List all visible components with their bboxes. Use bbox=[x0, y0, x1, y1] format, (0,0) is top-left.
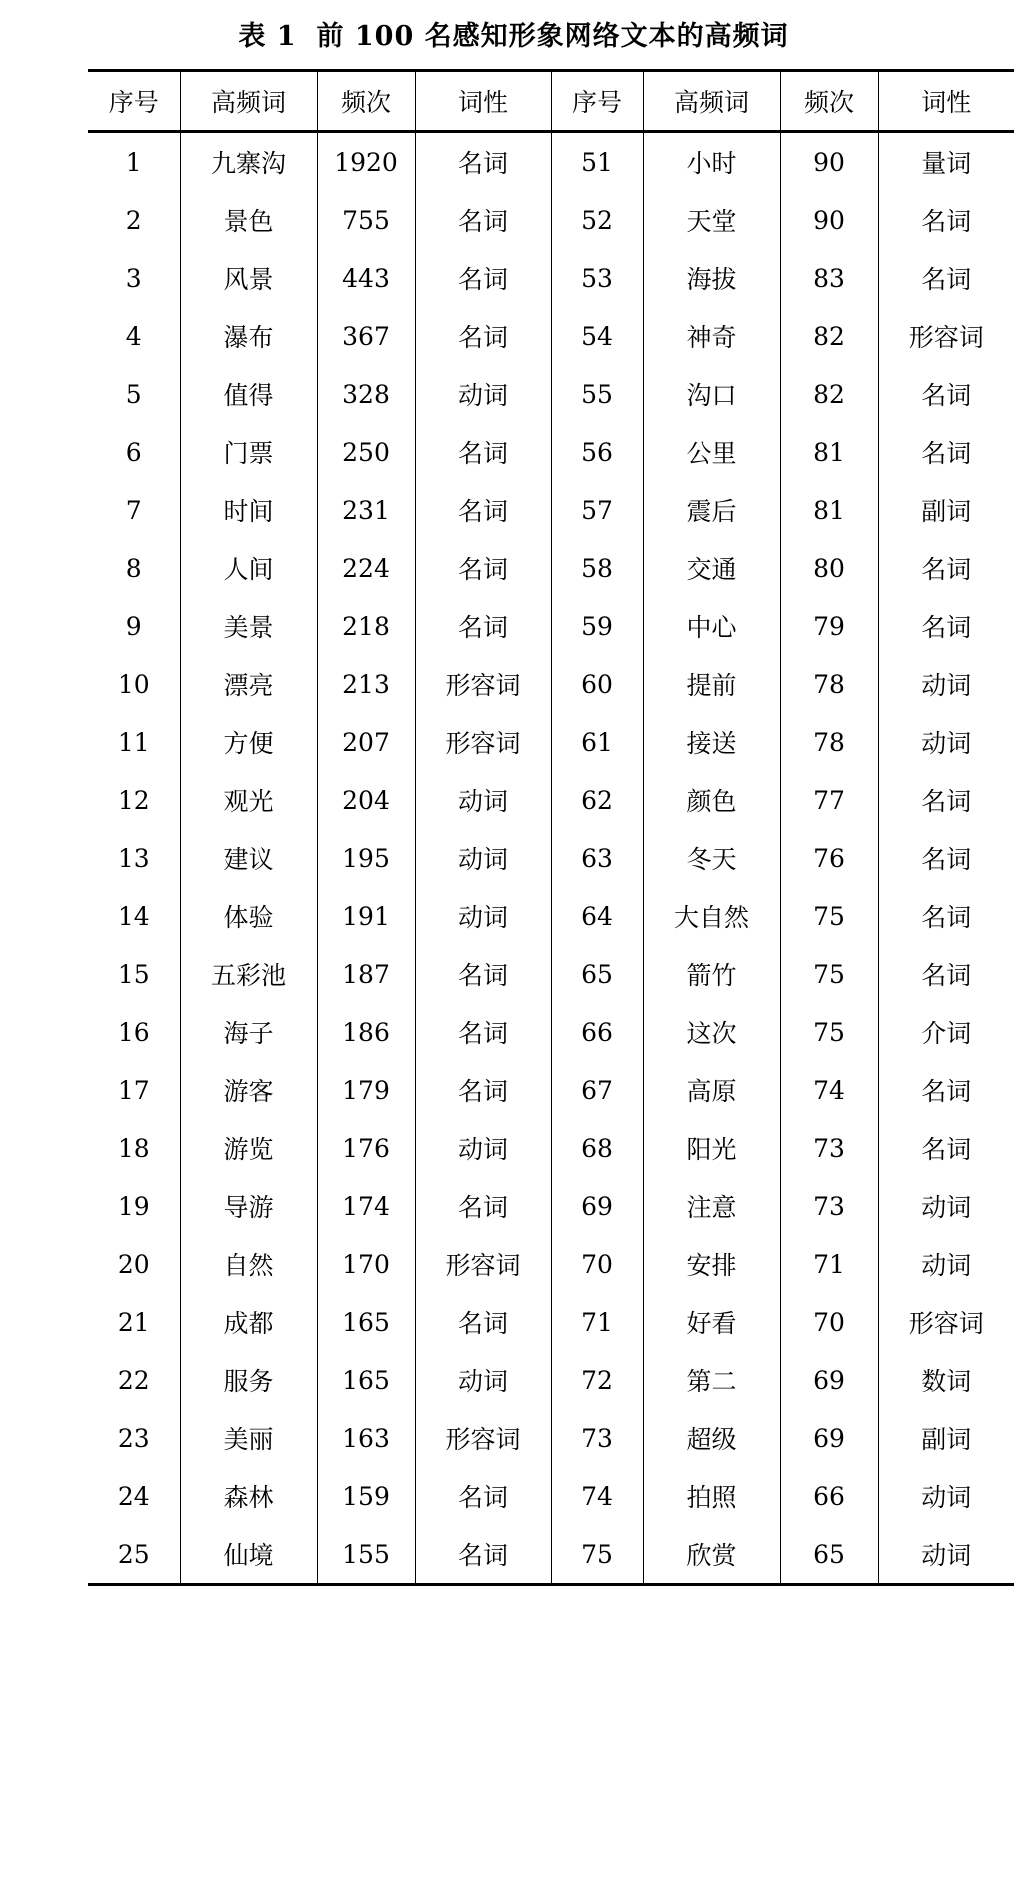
column-header: 频次 bbox=[780, 71, 878, 132]
table-row bbox=[88, 1409, 1014, 1467]
cell-word: 提前 bbox=[643, 655, 780, 713]
cell-pos: 动词 bbox=[415, 365, 551, 423]
cell-pos: 动词 bbox=[878, 655, 1014, 713]
cell-rank: 18 bbox=[88, 1119, 180, 1177]
cell-rank: 70 bbox=[551, 1235, 643, 1293]
cell-word: 高原 bbox=[643, 1061, 780, 1119]
table-row bbox=[88, 1003, 1014, 1061]
cell-pos: 动词 bbox=[878, 1467, 1014, 1525]
cell-rank: 1 bbox=[88, 132, 180, 192]
column-header: 高频词 bbox=[643, 71, 780, 132]
column-header: 频次 bbox=[317, 71, 415, 132]
cell-pos: 名词 bbox=[878, 945, 1014, 1003]
cell-word: 超级 bbox=[643, 1409, 780, 1467]
table-row bbox=[88, 191, 1014, 249]
cell-rank: 2 bbox=[88, 191, 180, 249]
cell-word: 瀑布 bbox=[180, 307, 317, 365]
cell-word: 游客 bbox=[180, 1061, 317, 1119]
column-header: 词性 bbox=[415, 71, 551, 132]
cell-pos: 动词 bbox=[878, 713, 1014, 771]
cell-pos: 名词 bbox=[415, 132, 551, 192]
cell-pos: 形容词 bbox=[415, 1235, 551, 1293]
cell-frequency: 75 bbox=[780, 945, 878, 1003]
cell-rank: 23 bbox=[88, 1409, 180, 1467]
cell-pos: 数词 bbox=[878, 1351, 1014, 1409]
cell-rank: 20 bbox=[88, 1235, 180, 1293]
cell-rank: 7 bbox=[88, 481, 180, 539]
cell-frequency: 78 bbox=[780, 713, 878, 771]
cell-frequency: 75 bbox=[780, 887, 878, 945]
cell-word: 大自然 bbox=[643, 887, 780, 945]
cell-frequency: 77 bbox=[780, 771, 878, 829]
cell-pos: 名词 bbox=[415, 539, 551, 597]
cell-word: 拍照 bbox=[643, 1467, 780, 1525]
cell-frequency: 73 bbox=[780, 1177, 878, 1235]
column-header: 序号 bbox=[88, 71, 180, 132]
table-row bbox=[88, 1235, 1014, 1293]
cell-frequency: 71 bbox=[780, 1235, 878, 1293]
cell-word: 交通 bbox=[643, 539, 780, 597]
table-row bbox=[88, 249, 1014, 307]
cell-pos: 名词 bbox=[415, 1525, 551, 1585]
cell-word: 阳光 bbox=[643, 1119, 780, 1177]
cell-word: 神奇 bbox=[643, 307, 780, 365]
cell-pos: 动词 bbox=[878, 1525, 1014, 1585]
table-caption bbox=[88, 0, 939, 69]
cell-frequency: 213 bbox=[317, 655, 415, 713]
cell-rank: 5 bbox=[88, 365, 180, 423]
table-row bbox=[88, 539, 1014, 597]
cell-pos: 名词 bbox=[415, 423, 551, 481]
cell-word: 海子 bbox=[180, 1003, 317, 1061]
cell-frequency: 159 bbox=[317, 1467, 415, 1525]
cell-rank: 11 bbox=[88, 713, 180, 771]
table-row bbox=[88, 481, 1014, 539]
table-row bbox=[88, 365, 1014, 423]
cell-rank: 15 bbox=[88, 945, 180, 1003]
cell-rank: 69 bbox=[551, 1177, 643, 1235]
cell-word: 这次 bbox=[643, 1003, 780, 1061]
cell-word: 中心 bbox=[643, 597, 780, 655]
cell-word: 门票 bbox=[180, 423, 317, 481]
cell-frequency: 207 bbox=[317, 713, 415, 771]
cell-frequency: 165 bbox=[317, 1293, 415, 1351]
cell-frequency: 231 bbox=[317, 481, 415, 539]
cell-rank: 9 bbox=[88, 597, 180, 655]
cell-rank: 24 bbox=[88, 1467, 180, 1525]
cell-frequency: 187 bbox=[317, 945, 415, 1003]
cell-word: 九寨沟 bbox=[180, 132, 317, 192]
cell-word: 体验 bbox=[180, 887, 317, 945]
cell-pos: 名词 bbox=[415, 1293, 551, 1351]
cell-pos: 名词 bbox=[878, 423, 1014, 481]
cell-pos: 动词 bbox=[878, 1177, 1014, 1235]
cell-pos: 形容词 bbox=[415, 655, 551, 713]
table-row bbox=[88, 1293, 1014, 1351]
cell-frequency: 69 bbox=[780, 1409, 878, 1467]
cell-frequency: 443 bbox=[317, 249, 415, 307]
cell-frequency: 73 bbox=[780, 1119, 878, 1177]
cell-word: 游览 bbox=[180, 1119, 317, 1177]
cell-pos: 名词 bbox=[878, 1061, 1014, 1119]
cell-frequency: 367 bbox=[317, 307, 415, 365]
cell-word: 森林 bbox=[180, 1467, 317, 1525]
cell-pos: 名词 bbox=[415, 307, 551, 365]
cell-frequency: 174 bbox=[317, 1177, 415, 1235]
table-caption-title: 前 100 名感知形象网络文本的高频词 bbox=[316, 21, 789, 52]
cell-frequency: 176 bbox=[317, 1119, 415, 1177]
cell-word: 导游 bbox=[180, 1177, 317, 1235]
cell-pos: 名词 bbox=[415, 191, 551, 249]
cell-pos: 副词 bbox=[878, 1409, 1014, 1467]
cell-word: 震后 bbox=[643, 481, 780, 539]
cell-pos: 副词 bbox=[878, 481, 1014, 539]
cell-pos: 名词 bbox=[878, 887, 1014, 945]
cell-rank: 10 bbox=[88, 655, 180, 713]
cell-word: 颜色 bbox=[643, 771, 780, 829]
cell-rank: 71 bbox=[551, 1293, 643, 1351]
cell-frequency: 80 bbox=[780, 539, 878, 597]
cell-word: 仙境 bbox=[180, 1525, 317, 1585]
cell-word: 美景 bbox=[180, 597, 317, 655]
cell-frequency: 82 bbox=[780, 365, 878, 423]
table-row bbox=[88, 655, 1014, 713]
cell-word: 观光 bbox=[180, 771, 317, 829]
table-row bbox=[88, 713, 1014, 771]
table-row bbox=[88, 829, 1014, 887]
cell-pos: 动词 bbox=[878, 1235, 1014, 1293]
cell-pos: 名词 bbox=[878, 1119, 1014, 1177]
cell-rank: 68 bbox=[551, 1119, 643, 1177]
cell-rank: 72 bbox=[551, 1351, 643, 1409]
table-row bbox=[88, 307, 1014, 365]
cell-word: 欣赏 bbox=[643, 1525, 780, 1585]
cell-pos: 名词 bbox=[415, 1177, 551, 1235]
cell-rank: 53 bbox=[551, 249, 643, 307]
cell-word: 成都 bbox=[180, 1293, 317, 1351]
cell-pos: 名词 bbox=[878, 771, 1014, 829]
cell-pos: 动词 bbox=[415, 887, 551, 945]
cell-rank: 17 bbox=[88, 1061, 180, 1119]
cell-word: 景色 bbox=[180, 191, 317, 249]
cell-frequency: 81 bbox=[780, 423, 878, 481]
cell-word: 五彩池 bbox=[180, 945, 317, 1003]
table-row bbox=[88, 132, 1014, 192]
cell-frequency: 90 bbox=[780, 191, 878, 249]
cell-rank: 59 bbox=[551, 597, 643, 655]
cell-pos: 形容词 bbox=[415, 713, 551, 771]
cell-rank: 13 bbox=[88, 829, 180, 887]
cell-rank: 16 bbox=[88, 1003, 180, 1061]
table-row bbox=[88, 597, 1014, 655]
table-row bbox=[88, 1119, 1014, 1177]
cell-word: 服务 bbox=[180, 1351, 317, 1409]
cell-word: 安排 bbox=[643, 1235, 780, 1293]
cell-frequency: 90 bbox=[780, 132, 878, 192]
cell-rank: 54 bbox=[551, 307, 643, 365]
cell-word: 建议 bbox=[180, 829, 317, 887]
cell-rank: 73 bbox=[551, 1409, 643, 1467]
table-header-row bbox=[88, 71, 1014, 132]
cell-word: 天堂 bbox=[643, 191, 780, 249]
cell-pos: 量词 bbox=[878, 132, 1014, 192]
cell-word: 方便 bbox=[180, 713, 317, 771]
cell-rank: 52 bbox=[551, 191, 643, 249]
cell-word: 值得 bbox=[180, 365, 317, 423]
cell-rank: 67 bbox=[551, 1061, 643, 1119]
high-frequency-words-table bbox=[88, 69, 1014, 1586]
cell-pos: 动词 bbox=[415, 1119, 551, 1177]
cell-pos: 名词 bbox=[878, 191, 1014, 249]
cell-frequency: 224 bbox=[317, 539, 415, 597]
cell-rank: 60 bbox=[551, 655, 643, 713]
cell-pos: 动词 bbox=[415, 829, 551, 887]
cell-word: 美丽 bbox=[180, 1409, 317, 1467]
column-header: 序号 bbox=[551, 71, 643, 132]
cell-rank: 19 bbox=[88, 1177, 180, 1235]
cell-word: 箭竹 bbox=[643, 945, 780, 1003]
cell-rank: 4 bbox=[88, 307, 180, 365]
cell-pos: 名词 bbox=[878, 249, 1014, 307]
cell-frequency: 155 bbox=[317, 1525, 415, 1585]
cell-frequency: 218 bbox=[317, 597, 415, 655]
cell-frequency: 74 bbox=[780, 1061, 878, 1119]
cell-frequency: 65 bbox=[780, 1525, 878, 1585]
cell-pos: 名词 bbox=[878, 597, 1014, 655]
cell-frequency: 81 bbox=[780, 481, 878, 539]
cell-rank: 61 bbox=[551, 713, 643, 771]
table-row bbox=[88, 1061, 1014, 1119]
table-row bbox=[88, 945, 1014, 1003]
cell-word: 自然 bbox=[180, 1235, 317, 1293]
cell-frequency: 78 bbox=[780, 655, 878, 713]
cell-word: 公里 bbox=[643, 423, 780, 481]
table-caption-label: 表 1 bbox=[238, 21, 297, 52]
table-row bbox=[88, 1177, 1014, 1235]
cell-frequency: 250 bbox=[317, 423, 415, 481]
cell-word: 漂亮 bbox=[180, 655, 317, 713]
cell-pos: 形容词 bbox=[415, 1409, 551, 1467]
cell-word: 接送 bbox=[643, 713, 780, 771]
cell-word: 第二 bbox=[643, 1351, 780, 1409]
cell-frequency: 204 bbox=[317, 771, 415, 829]
cell-rank: 57 bbox=[551, 481, 643, 539]
cell-pos: 名词 bbox=[878, 365, 1014, 423]
cell-rank: 64 bbox=[551, 887, 643, 945]
cell-pos: 介词 bbox=[878, 1003, 1014, 1061]
cell-word: 人间 bbox=[180, 539, 317, 597]
cell-frequency: 82 bbox=[780, 307, 878, 365]
cell-frequency: 170 bbox=[317, 1235, 415, 1293]
cell-rank: 51 bbox=[551, 132, 643, 192]
cell-rank: 21 bbox=[88, 1293, 180, 1351]
cell-frequency: 79 bbox=[780, 597, 878, 655]
cell-rank: 66 bbox=[551, 1003, 643, 1061]
cell-word: 风景 bbox=[180, 249, 317, 307]
cell-rank: 74 bbox=[551, 1467, 643, 1525]
cell-rank: 63 bbox=[551, 829, 643, 887]
cell-frequency: 163 bbox=[317, 1409, 415, 1467]
cell-rank: 3 bbox=[88, 249, 180, 307]
cell-word: 小时 bbox=[643, 132, 780, 192]
cell-word: 海拔 bbox=[643, 249, 780, 307]
cell-rank: 55 bbox=[551, 365, 643, 423]
cell-pos: 形容词 bbox=[878, 307, 1014, 365]
cell-rank: 75 bbox=[551, 1525, 643, 1585]
cell-frequency: 191 bbox=[317, 887, 415, 945]
cell-rank: 14 bbox=[88, 887, 180, 945]
cell-frequency: 66 bbox=[780, 1467, 878, 1525]
cell-frequency: 70 bbox=[780, 1293, 878, 1351]
cell-frequency: 83 bbox=[780, 249, 878, 307]
cell-pos: 名词 bbox=[415, 1003, 551, 1061]
cell-rank: 56 bbox=[551, 423, 643, 481]
cell-frequency: 1920 bbox=[317, 132, 415, 192]
cell-rank: 25 bbox=[88, 1525, 180, 1585]
cell-frequency: 328 bbox=[317, 365, 415, 423]
cell-rank: 22 bbox=[88, 1351, 180, 1409]
cell-pos: 名词 bbox=[415, 1061, 551, 1119]
column-header: 词性 bbox=[878, 71, 1014, 132]
cell-rank: 58 bbox=[551, 539, 643, 597]
cell-word: 好看 bbox=[643, 1293, 780, 1351]
table-row bbox=[88, 423, 1014, 481]
cell-frequency: 179 bbox=[317, 1061, 415, 1119]
cell-pos: 名词 bbox=[415, 481, 551, 539]
table-row bbox=[88, 1467, 1014, 1525]
cell-frequency: 186 bbox=[317, 1003, 415, 1061]
table-row bbox=[88, 1525, 1014, 1585]
cell-pos: 名词 bbox=[878, 829, 1014, 887]
table-row bbox=[88, 1351, 1014, 1409]
cell-rank: 62 bbox=[551, 771, 643, 829]
table-row bbox=[88, 887, 1014, 945]
cell-pos: 动词 bbox=[415, 771, 551, 829]
cell-pos: 名词 bbox=[415, 945, 551, 1003]
cell-frequency: 76 bbox=[780, 829, 878, 887]
cell-pos: 名词 bbox=[415, 249, 551, 307]
cell-rank: 65 bbox=[551, 945, 643, 1003]
cell-pos: 动词 bbox=[415, 1351, 551, 1409]
cell-pos: 名词 bbox=[415, 597, 551, 655]
cell-frequency: 195 bbox=[317, 829, 415, 887]
cell-pos: 名词 bbox=[415, 1467, 551, 1525]
cell-word: 沟口 bbox=[643, 365, 780, 423]
cell-word: 冬天 bbox=[643, 829, 780, 887]
cell-rank: 8 bbox=[88, 539, 180, 597]
cell-word: 时间 bbox=[180, 481, 317, 539]
cell-frequency: 165 bbox=[317, 1351, 415, 1409]
cell-frequency: 755 bbox=[317, 191, 415, 249]
cell-rank: 6 bbox=[88, 423, 180, 481]
column-header: 高频词 bbox=[180, 71, 317, 132]
cell-word: 注意 bbox=[643, 1177, 780, 1235]
cell-frequency: 69 bbox=[780, 1351, 878, 1409]
cell-frequency: 75 bbox=[780, 1003, 878, 1061]
cell-rank: 12 bbox=[88, 771, 180, 829]
cell-pos: 形容词 bbox=[878, 1293, 1014, 1351]
cell-pos: 名词 bbox=[878, 539, 1014, 597]
table-row bbox=[88, 771, 1014, 829]
